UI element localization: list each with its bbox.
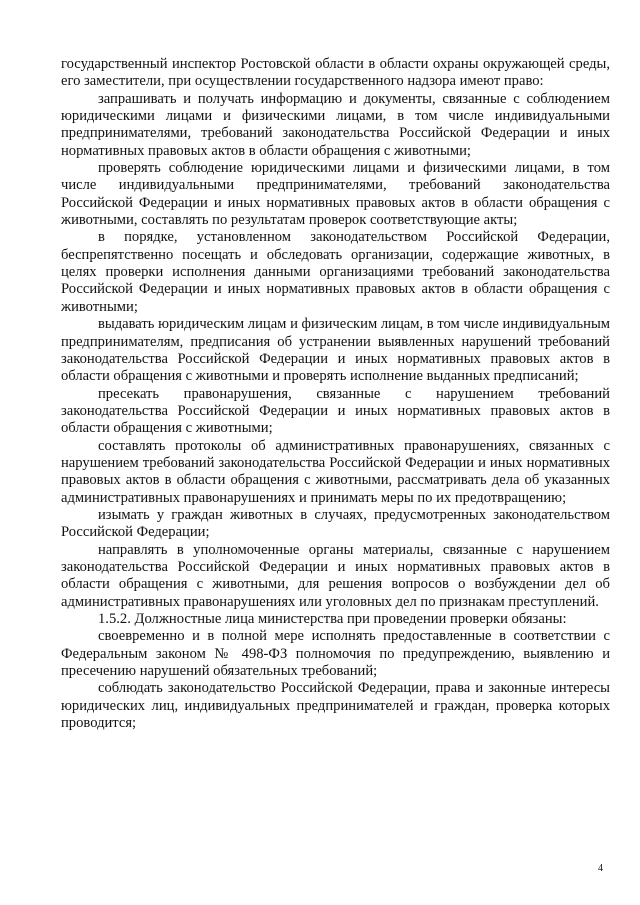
- paragraph-request-information: запрашивать и получать информацию и документы, связанные с соблюдением юридическими лицами и физическими лицами, в том числе индивидуальными предпринимателями, требований законодательства Российской Федерации и иных нормативных правовых актов в области обращения с животными;: [61, 90, 610, 159]
- document-body: [61, 56, 610, 732]
- paragraph-check-compliance: проверять соблюдение юридическими лицами и физическими лицами, в том числе индивидуальными предпринимателями, требований законодательства Российской Федерации и иных нормативных правовых актов в области обращения с животными, составлять по результатам проверок соответствующие акты;: [61, 160, 610, 229]
- paragraph-seize-animals: изымать у граждан животных в случаях, предусмотренных законодательством Российской Федерации;: [61, 506, 610, 541]
- paragraph-issue-orders: выдавать юридическим лицам и физическим лицам, в том числе индивидуальным предпринимателям, предписания об устранении выявленных нарушений требований законодательства Российской Федерации и иных нормативных правовых актов в области обращения с животными и проверять исполнение выданных предписаний;: [61, 316, 610, 385]
- paragraph-section-1-5-2-heading: 1.5.2. Должностные лица министерства при проведении проверки обязаны:: [98, 611, 567, 627]
- paragraph-draw-protocols: составлять протоколы об административных правонарушениях, связанных с нарушением требований законодательства Российской Федерации и иных нормативных правовых актов в области обращения с животными, рассматривать дела об указанных административных правонарушениях и принимать меры по их предотвращению;: [61, 437, 610, 506]
- paragraph-exercise-powers: своевременно и в полной мере исполнять предоставленные в соответствии с Федеральным законом № 498-ФЗ полномочия по предупреждению, выявлению и пресечению нарушений обязательных требований;: [61, 628, 610, 680]
- page-number: 4: [598, 863, 603, 874]
- paragraph-suppress-violations: пресекать правонарушения, связанные с нарушением требований законодательства Российской Федерации и иных нормативных правовых актов в области обращения с животными;: [61, 385, 610, 437]
- paragraph-observe-legislation: соблюдать законодательство Российской Федерации, права и законные интересы юридических лиц, индивидуальных предпринимателей и граждан, проверка которых проводится;: [61, 680, 610, 732]
- paragraph-visit-organizations: в порядке, установленном законодательством Российской Федерации, беспрепятственно посещать и обследовать организации, содержащие животных, в целях проверки исполнения данными организациями требований законодательства Российской Федерации и иных нормативных правовых актов в области обращения с животными;: [61, 229, 610, 315]
- paragraph-send-materials: направлять в уполномоченные органы материалы, связанные с нарушением законодательства Российской Федерации и иных нормативных правовых актов в области обращения с животными, для решения вопросов о возбуждении дел об административных правонарушениях или уголовных дел по признакам преступлений.: [61, 541, 610, 610]
- paragraph-inspector-rights-intro: государственный инспектор Ростовской области в области охраны окружающей среды, его заместители, при осуществлении государственного надзора имеют право:: [61, 56, 610, 90]
